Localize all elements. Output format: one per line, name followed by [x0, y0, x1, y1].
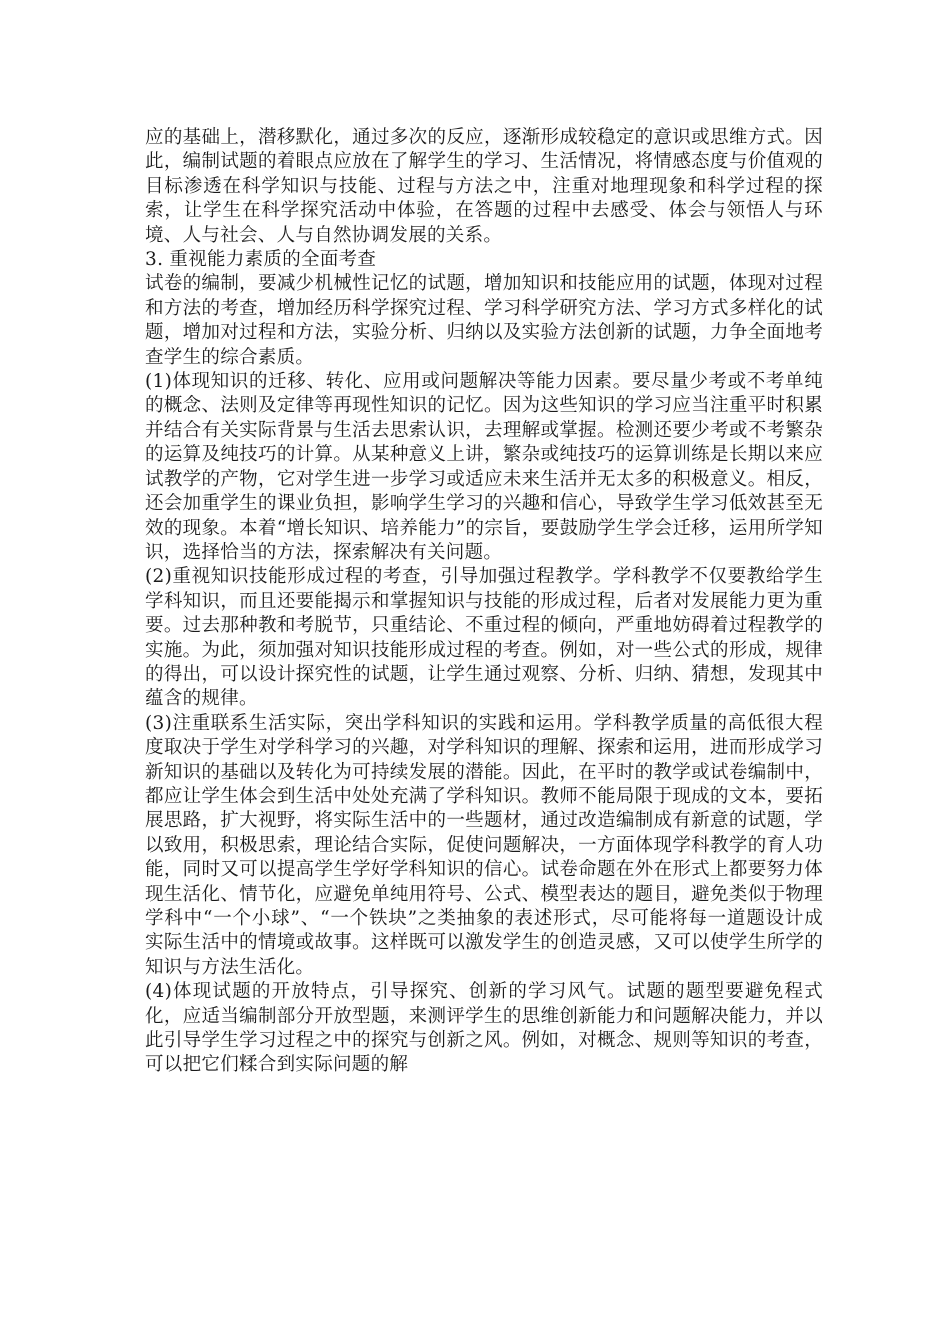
paragraph-6: (4)体现试题的开放特点，引导探究、创新的学习风气。试题的题型要避免程式化，应适当编制部分开放型题，来测评学生的思维创新能力和问题解决能力，并以此引导学生学习过程之中的探究与创新之风。例如，对概念、规则等知识的考查，可以把它们糅合到实际问题的解 — [145, 981, 823, 1076]
paragraph-5: (3)注重联系生活实际，突出学科知识的实践和运用。学科教学质量的高低很大程度取决于学生对学科学习的兴趣，对学科知识的理解、探索和运用，进而形成学习新知识的基础以及转化为可持续发展的潜能。因此，在平时的教学或试卷编制中，都应让学生体会到生活中处处充满了学科知识。教师不能局限于现成的文本，要拓展思路，扩大视野，将实际生活中的一些题材，通过改造编制成有新意的试题，学以致用，积极思索，理论结合实际，促使问题解决，一方面体现学科教学的育人功能，同时又可以提高学生学好学科知识的信心。试卷命题在外在形式上都要努力体现生活化、情节化，应避免单纯用符号、公式、模型表达的题目，避免类似于物理学科中“一个小球”、“一个铁块”之类抽象的表述形式，尽可能将每一道题设计成实际生活中的情境或故事。这样既可以激发学生的创造灵感，又可以使学生所学的知识与方法生活化。 — [145, 712, 823, 978]
paragraph-1: 应的基础上，潜移默化，通过多次的反应，逐渐形成较稳定的意识或思维方式。因此，编制试题的着眼点应放在了解学生的学习、生活情况，将情感态度与价值观的目标渗透在科学知识与技能、过程与方法之中，注重对地理现象和科学过程的探索，让学生在科学探究活动中体验，在答题的过程中去感受、体会与领悟人与环境、人与社会、人与自然协调发展的关系。 — [145, 127, 823, 246]
paragraph-2: 试卷的编制，要减少机械性记忆的试题，增加知识和技能应用的试题，体现对过程和方法的考查，增加经历科学探究过程、学习科学研究方法、学习方式多样化的试题，增加对过程和方法，实验分析、归纳以及实验方法创新的试题，力争全面地考查学生的综合素质。 — [145, 273, 823, 368]
document-body — [145, 126, 823, 1078]
paragraph-4: (2)重视知识技能形成过程的考查，引导加强过程教学。学科教学不仅要教给学生学科知识，而且还要能揭示和掌握知识与技能的形成过程，后者对发展能力更为重要。过去那种教和考脱节，只重结论、不重过程的倾向，严重地妨碍着过程教学的实施。为此，须加强对知识技能形成过程的考查。例如，对一些公式的形成，规律的得出，可以设计探究性的试题，让学生通过观察、分析、归纳、猜想，发现其中蕴含的规律。 — [145, 566, 823, 710]
section-heading: 3. 重视能力素质的全面考查 — [145, 249, 377, 271]
paragraph-3: (1)体现知识的迁移、转化、应用或问题解决等能力因素。要尽量少考或不考单纯的概念、法则及定律等再现性知识的记忆。因为这些知识的学习应当注重平时积累并结合有关实际背景与生活去思索认识，去理解或掌握。检测还要少考或不考繁杂的运算及纯技巧的计算。从某种意义上讲，繁杂或纯技巧的运算训练是长期以来应试教学的产物，它对学生进一步学习或适应未来生活并无太多的积极意义。相反，还会加重学生的课业负担，影响学生学习的兴趣和信心，导致学生学习低效甚至无效的现象。本着“增长知识、培养能力”的宗旨，要鼓励学生学会迁移，运用所学知识，选择恰当的方法，探索解决有关问题。 — [145, 371, 823, 563]
